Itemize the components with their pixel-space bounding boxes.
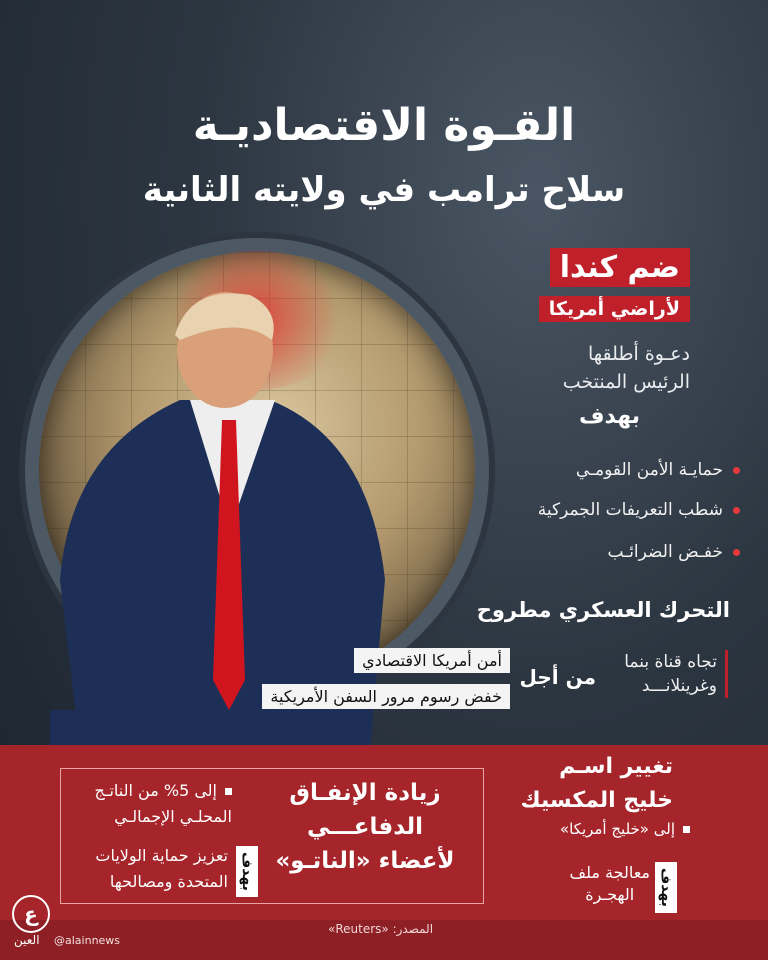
- mexico-goal-label: بهدف: [655, 862, 677, 913]
- canada-call: [563, 340, 690, 396]
- nato-target-line2: المحلـي الإجمالـي: [114, 807, 232, 826]
- canada-goal-label: بهدف: [578, 404, 640, 429]
- canada-subheadline: لأراضي أمريكا: [539, 296, 690, 322]
- canada-bullet: شطب التعريفات الجمركية: [538, 500, 740, 520]
- bullet-square-icon: [683, 826, 690, 833]
- military-target-line2: وغرينلانـــد: [641, 676, 717, 696]
- social-handle: @alainnews: [54, 934, 121, 947]
- canada-headline: ضم كندا: [550, 248, 690, 287]
- nato-line3: لأعضاء «الناتـو»: [275, 848, 455, 874]
- nato-line1: زيادة الإنفـاق: [289, 780, 441, 806]
- nato-line2: الدفاعـــي: [306, 814, 424, 840]
- mexico-line2: خليج المكسيك: [520, 788, 673, 813]
- nato-goal-label: بهدف: [236, 846, 258, 897]
- nato-goal-line2: المتحدة ومصالحها: [109, 872, 228, 891]
- military-target: [624, 650, 728, 698]
- bullet-dot-icon: [733, 549, 740, 556]
- military-headline: التحرك العسكري مطروح: [476, 598, 730, 622]
- main-title: القـوة الاقتصاديـة: [192, 100, 576, 151]
- canada-bullet: حمايـة الأمن القومـي: [576, 460, 740, 480]
- mexico-goal: [570, 862, 650, 906]
- military-reason: أمن أمريكا الاقتصادي: [354, 648, 510, 673]
- military-for-label: من أجل: [519, 665, 596, 689]
- mexico-to: إلى «خليج أمريكا»: [560, 820, 690, 838]
- mexico-headline: [520, 750, 673, 818]
- military-reason: خفض رسوم مرور السفن الأمريكية: [262, 684, 510, 709]
- canada-bullet: خفـض الضرائـب: [608, 542, 740, 562]
- bullet-dot-icon: [733, 507, 740, 514]
- trump-photo: [40, 280, 400, 750]
- nato-goal: [95, 843, 228, 895]
- mexico-goal-line1: معالجة ملف: [569, 863, 650, 882]
- nato-target: إلى 5% من الناتـج المحلـي الإجمالـي: [94, 778, 232, 830]
- source-credit: المصدر: «Reuters»: [328, 922, 434, 936]
- bullet-dot-icon: [733, 467, 740, 474]
- alain-logo-icon: ع: [12, 895, 50, 933]
- canada-call-line1: دعـوة أطلقها: [587, 343, 690, 365]
- mexico-line1: تغيير اسـم: [559, 754, 673, 779]
- bullet-square-icon: [225, 788, 232, 795]
- nato-headline: [270, 776, 460, 878]
- subtitle: سلاح ترامب في ولايته الثانية: [142, 170, 626, 210]
- mexico-goal-line2: الهجـرة: [585, 885, 635, 904]
- nato-goal-line1: تعزيز حماية الولايات: [95, 846, 228, 865]
- brand-name: العين: [14, 933, 40, 947]
- military-target-line1: تجاه قناة بنما: [624, 652, 717, 672]
- canada-call-line2: الرئيس المنتخب: [562, 371, 690, 393]
